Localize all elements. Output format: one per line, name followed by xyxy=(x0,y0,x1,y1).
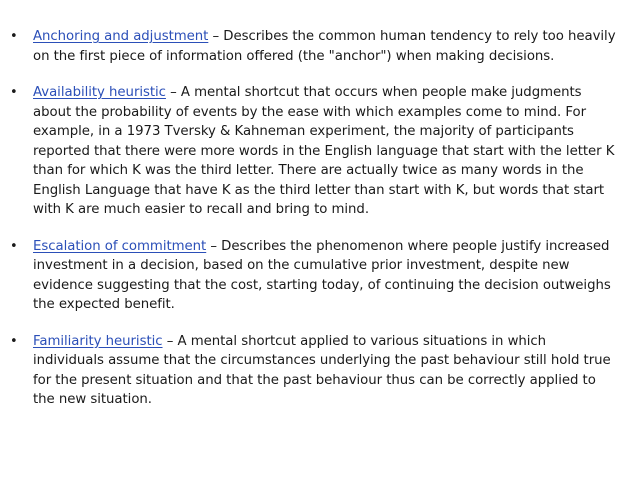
bullet-icon: • xyxy=(10,238,18,254)
bullet-icon: • xyxy=(10,333,18,349)
link-familiarity-heuristic[interactable]: Familiarity heuristic xyxy=(33,333,163,349)
bullet-icon: • xyxy=(10,29,18,44)
list-item-anchoring xyxy=(10,27,620,66)
bullet-icon: • xyxy=(10,85,18,100)
bullet-list xyxy=(10,27,620,410)
link-anchoring-and-adjustment[interactable]: Anchoring and adjustment xyxy=(33,29,209,44)
item-description: – A mental shortcut that occurs when people make judgments about the probability of events by the ease with which examples come to mind. For example, in a 1973 Tversky & Kahneman experiment, the majority of participants reported that there were more words in the English language that start with the letter K than for which K was the third letter. There are actually twice as many words in the English Language that have K as the third letter than start with K, but words that start with K are much easier to recall and bring to mind. xyxy=(33,85,615,217)
link-escalation-of-commitment[interactable]: Escalation of commitment xyxy=(33,238,207,254)
list-item-availability xyxy=(10,83,620,220)
item-description: – Describes the phenomenon where people justify increased investment in a decision, based on the cumulative prior investment, despite new evidence suggesting that the cost, starting today, of continuing the decision outweighs the expected benefit. xyxy=(33,238,611,312)
item-description: – Describes the common human tendency to rely too heavily on the first piece of information offered (the "anchor") when making decisions. xyxy=(33,29,616,64)
item-description: – A mental shortcut applied to various situations in which individuals assume that the circumstances underlying the past behaviour still hold true for the present situation and that the past behaviour thus can be correctly applied to the new situation. xyxy=(33,333,611,407)
link-availability-heuristic[interactable]: Availability heuristic xyxy=(33,85,166,100)
list-item-familiarity xyxy=(10,332,620,410)
list-item-escalation xyxy=(10,237,620,315)
